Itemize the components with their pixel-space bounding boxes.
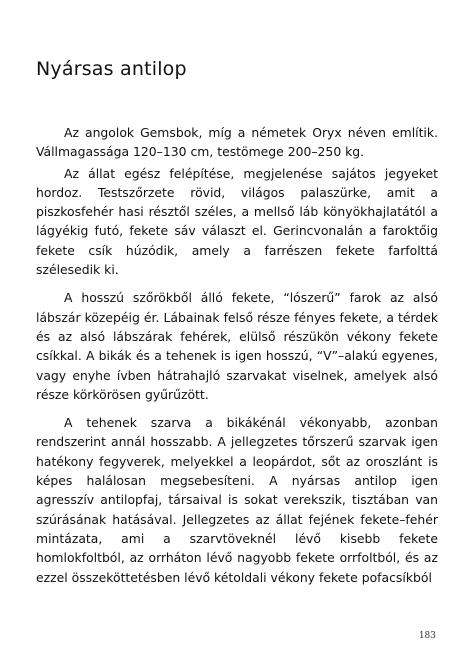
page-title: Nyársas antilop [36, 58, 187, 80]
paragraph: A tehenek szarva a bikákénál vékonyabb, azonban rendszerint annál hosszabb. A jellegzetes tőrszerű szarvak igen hatékony fegyverek, melyekkel a leopárdot, sőt az oroszlánt is képes halálosan megsebesíteni. A nyársas antilop igen agresszív antilopfaj, társaival is sokat verekszik, tisztában van szúrásának hatásával. Jellegzetes az állat fejének fekete–fehér mintázata, ami a szarvtöveknél lévő kisebb fekete homlokfoltból, az orrháton lévő nagyobb fekete orrfoltból, és az ezzel összeköttetésben lévő kétoldali vékony fekete pofacsíkból [36, 415, 438, 585]
page-number: 183 [418, 631, 436, 641]
paragraph: A hosszú szőrökből álló fekete, “lószerű” farok az alsó lábszár közepéig ér. Lábainak felső része fényes fekete, a térdek és az alsó lábszárak fehérek, elülső részükön vékony fekete csíkkal. A bikák és a tehenek is igen hosszú, “V”–alakú egyenes, vagy enyhe ívben hátrahajló szarvakat viselnek, amelyek alsó része körkörösen gyűrűzött. [36, 290, 438, 402]
body-text [36, 123, 438, 587]
paragraph: Az angolok Gemsbok, míg a németek Oryx néven említik. Vállmagassága 120–130 cm, testömege 200–250 kg. [36, 125, 438, 160]
paragraph: Az állat egész felépítése, megjelenése sajátos jegyeket hordoz. Testszőrzete rövid, világos palaszürke, amit a piszkosfehér hasi résztől széles, a mellső láb könyökhajlatától a lágyékig futó, fekete sáv választ el. Gerincvonalán a faroktőig fekete csík húzódik, amely a farrészen fekete farfolttá szélesedik ki. [36, 165, 438, 278]
